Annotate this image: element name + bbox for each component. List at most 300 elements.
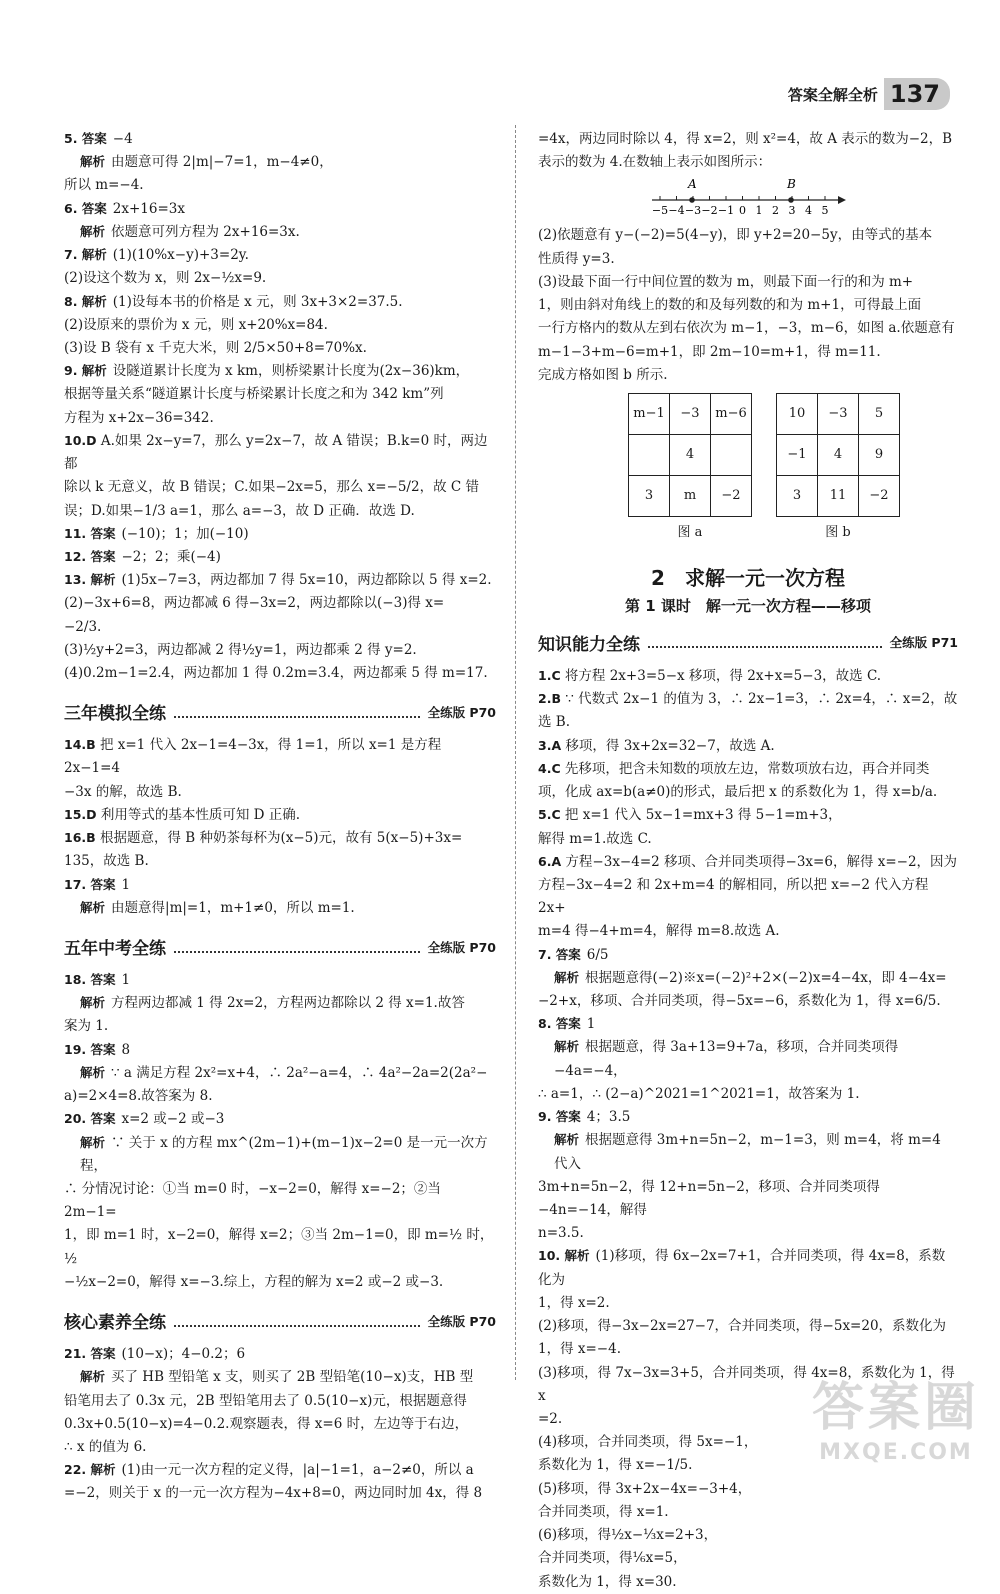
answer-line <box>538 1338 958 1361</box>
point-b <box>788 198 794 204</box>
question-number: 7. <box>64 247 78 263</box>
question-number: 10.D <box>64 432 97 448</box>
answer-line <box>538 1571 958 1594</box>
answer-text: 根据题意得 3m+n=5n−2，m−1=3，则 m=4，将 m=4 代入 <box>554 1132 941 1172</box>
question-number: 5. <box>64 131 78 146</box>
answer-text: 3m+n=5n−2，得 12+n=5n−2，移项、合并同类项得−4n=−14，解得 <box>538 1178 880 1218</box>
grid-cell: −2 <box>859 475 900 516</box>
answer-text: 8 <box>121 1041 131 1058</box>
question-number: 6.A <box>538 853 562 869</box>
answer-text: (1)(10%x−y)+3=2y. <box>112 247 249 264</box>
answer-text: 系数化为 1，得 x=30. <box>538 1573 677 1590</box>
answer-text: x=2 或−2 或−3 <box>121 1111 225 1128</box>
answer-line <box>64 546 496 569</box>
answer-line <box>64 662 496 685</box>
section-title: 知识能力全练 <box>538 634 640 655</box>
answer-text: 1，得 x=2. <box>538 1294 610 1311</box>
answer-line <box>64 1132 496 1178</box>
answer-text: (2)移项，得−3x−2x=27−7，合并同类项，得−5x=20，系数化为 <box>538 1318 947 1335</box>
page-number: 137 <box>884 78 950 110</box>
right-items-b <box>538 224 958 387</box>
answer-text: ∵ 代数式 2x−1 的值为 3，∴ 2x−1=3，∴ 2x=4，∴ x=2，故选 B. <box>538 691 958 731</box>
section-header-zhishi <box>538 630 958 655</box>
left-items-a <box>64 128 496 685</box>
answer-text: 由题意可得 2|m|−7=1，m−4≠0， <box>111 154 333 171</box>
answer-tag: 答案 <box>90 1346 116 1362</box>
section-ref: 全练版 P71 <box>889 635 958 651</box>
answer-text: ∴ x 的值为 6. <box>64 1438 147 1455</box>
number-line-tick-label: −1 <box>717 204 735 218</box>
watermark-logo: 答案圈 <box>811 1378 980 1438</box>
grid-cell: m <box>670 475 711 516</box>
point-a-label: A <box>688 178 697 192</box>
watermark <box>812 1365 980 1465</box>
answer-text: 系数化为 1，得 x=−1/5. <box>538 1457 693 1474</box>
question-number: 7. <box>538 946 552 962</box>
column-divider <box>515 125 516 1380</box>
answer-line <box>538 944 958 967</box>
answer-line <box>538 1245 958 1291</box>
answer-line <box>538 735 958 758</box>
section-leader-dots <box>648 636 882 648</box>
answer-line <box>64 1366 496 1389</box>
answer-text: =2. <box>538 1410 563 1427</box>
figure-caption: 图 b <box>825 524 851 540</box>
answer-text: 合并同类项，得⅙x=5， <box>538 1550 687 1567</box>
answer-line <box>64 804 496 827</box>
answer-line <box>538 1292 958 1315</box>
question-number: 13. <box>64 572 87 588</box>
answer-line <box>64 314 496 337</box>
answer-text: −2/3. <box>64 618 102 635</box>
answer-text: 方程−3x−4=2 移项、合并同类项得−3x=6，解得 x=−2，因为 <box>565 853 958 870</box>
answer-tag: 解析 <box>81 293 107 309</box>
left-items-c <box>64 969 496 1294</box>
grid-row <box>777 393 900 434</box>
question-number: 11. <box>64 525 87 541</box>
answer-tag: 解析 <box>554 1132 580 1148</box>
grid-cell: −2 <box>711 475 752 516</box>
answer-tag: 答案 <box>90 525 116 541</box>
answer-text: 方程两边都减 1 得 2x=2，方程两边都除以 2 得 x=1.故答 <box>111 995 465 1012</box>
answer-tag: 答案 <box>555 1016 581 1032</box>
grid-cell: 3 <box>629 475 670 516</box>
answer-text: (2)设原来的票价为 x 元，则 x+20%x=84. <box>64 316 328 333</box>
answer-text: ∵ a 满足方程 2x²=x+4，∴ 2a²−a=4，∴ 4a²−2a=2(2a²− <box>111 1064 488 1081</box>
answer-tag: 答案 <box>90 972 116 987</box>
answer-text: 移项，得 3x+2x=32−7，故选 A. <box>565 737 775 754</box>
answer-line <box>64 221 496 244</box>
answer-line <box>538 128 958 151</box>
answer-text: 由题意得|m|=1，m+1≠0，所以 m=1. <box>111 899 355 916</box>
answer-text: (2)依题意有 y−(−2)=5(4−y)，即 y+2=20−5y，由等式的基本 <box>538 227 933 244</box>
answer-text: 1 <box>121 972 131 988</box>
grid-cell: 5 <box>859 393 900 434</box>
chapter-title: 2 求解一元一次方程 <box>651 565 845 590</box>
answer-line <box>64 291 496 314</box>
answer-line <box>64 128 496 151</box>
answer-line <box>64 569 496 592</box>
question-number: 14.B <box>64 737 96 753</box>
answer-text: 2x+16=3x <box>112 200 185 217</box>
answer-text: −½x−2=0，解得 x=−3.综上，方程的解为 x=2 或−2 或−3. <box>64 1273 444 1290</box>
answer-text: (10−x)；4−0.2；6 <box>121 1346 246 1363</box>
answer-text: (2)−3x+6=8，两边都减 6 得−3x=2，两边都除以(−3)得 x= <box>64 595 445 612</box>
answer-text: (3)½y+2=3，两边都减 2 得½y=1，两边都乘 2 得 y=2. <box>64 641 417 658</box>
figure-b <box>776 393 900 540</box>
answer-tag: 解析 <box>80 1064 106 1080</box>
grid-row <box>629 475 752 516</box>
question-number: 5.C <box>538 807 561 823</box>
answer-line <box>64 827 496 850</box>
answer-text: 1，得 x=−4. <box>538 1341 621 1358</box>
question-number: 10. <box>538 1248 561 1264</box>
number-line-tick-label: 5 <box>821 204 829 218</box>
grid-row <box>629 434 752 475</box>
answer-line <box>64 781 496 804</box>
answer-text: =−2，则关于 x 的一元一次方程为−4x+8=0，两边同时加 4x，得 8 <box>64 1485 483 1502</box>
answer-line <box>64 174 496 197</box>
answer-text: (1)由一元一次方程的定义得，|a|−1=1，a−2≠0，所以 a <box>121 1462 474 1479</box>
section-leader-dots <box>174 706 420 718</box>
answer-line <box>538 1013 958 1036</box>
answer-text: 根据等量关系“隧道累计长度与桥梁累计长度之和为 342 km”列 <box>64 386 444 403</box>
answer-text: (3)设最下面一行中间位置的数为 m，则最下面一行的和为 m+ <box>538 273 914 290</box>
answer-tag: 解析 <box>80 1134 106 1150</box>
answer-tag: 答案 <box>90 1111 116 1127</box>
answer-line <box>64 1271 496 1294</box>
answer-line <box>64 1436 496 1459</box>
number-line-tick-label: 0 <box>739 204 746 218</box>
answer-text: 除以 k 无意义，故 B 错误；C.如果−2x=5，那么 x=−5/2，故 C 错 <box>64 479 479 496</box>
number-line-tick-label: 2 <box>772 204 779 218</box>
answer-text: A.如果 2x−y=7，那么 y=2x−7，故 A 错误；B.k=0 时，两边都 <box>64 432 488 473</box>
answer-line <box>64 639 496 662</box>
answer-text: 误；D.如果−1/3 a=1，那么 a=−3，故 D 正确．故选 D. <box>64 502 415 519</box>
question-number: 12. <box>64 548 87 564</box>
answer-text: (1)移项，得 6x−2x=7+1，合并同类项，得 4x=8，系数化为 <box>538 1248 946 1288</box>
answer-line <box>64 1108 496 1131</box>
question-number: 9. <box>64 363 78 379</box>
answer-tag: 答案 <box>81 200 107 216</box>
answer-line <box>64 897 496 920</box>
answer-text: 1，即 m=1 时，x−2=0，解得 x=2；③当 2m−1=0，即 m=½ 时，½ <box>64 1227 494 1267</box>
answer-text: 项，化成 ax=b(a≠0)的形式，最后把 x 的系数化为 1，得 x=b/a. <box>538 784 938 801</box>
answer-tag: 解析 <box>554 1039 580 1055</box>
answer-line <box>538 1524 958 1547</box>
number-line <box>648 178 958 222</box>
answer-text: 完成方格如图 b 所示. <box>538 366 668 383</box>
answer-text: 根据题意得(−2)※x=(−2)²+2×(−2)x=4−4x，即 4−4x= <box>585 969 947 986</box>
grid-cell: m−1 <box>629 393 670 434</box>
number-line-graphic <box>648 178 848 218</box>
answer-line <box>538 364 958 387</box>
answer-tag: 解析 <box>80 899 106 915</box>
answer-text: (4)移项，合并同类项，得 5x=−1， <box>538 1434 758 1451</box>
magic-square-figures <box>628 393 958 540</box>
answer-text: 依题意可列方程为 2x+16=3x. <box>111 223 300 240</box>
grid-cell: 10 <box>777 393 818 434</box>
page-header <box>788 78 950 110</box>
answer-text: 所以 m=−4. <box>64 177 144 194</box>
answer-line <box>538 851 958 874</box>
answer-tag: 解析 <box>80 154 106 170</box>
answer-line <box>64 476 496 499</box>
answer-line <box>64 1015 496 1038</box>
answer-line <box>538 990 958 1013</box>
answer-text: (3)移项，得 7x−3x=3+5，合并同类项，得 4x=8，系数化为 1，得 x <box>538 1364 955 1404</box>
header-title: 答案全解全析 <box>787 85 878 104</box>
answer-line <box>538 874 958 920</box>
question-number: 19. <box>64 1041 87 1057</box>
answer-text: 表示的数为 4.在数轴上表示如图所示： <box>538 154 772 171</box>
figure-a <box>628 393 752 540</box>
answer-text: 解得 m=1.故选 C. <box>538 830 652 847</box>
grid-cell <box>711 434 752 475</box>
answer-text: (4)0.2m−1=2.4，两边都加 1 得 0.2m=3.4，两边都乘 5 得 m=17. <box>64 665 488 682</box>
number-line-tick-label: −5 <box>651 204 669 218</box>
answer-text: 根据题意，得 B 种奶茶每杯为(x−5)元，故有 5(x−5)+3x= <box>99 830 463 847</box>
answer-line <box>64 430 496 476</box>
answer-line <box>64 1224 496 1270</box>
question-number: 21. <box>64 1346 87 1362</box>
section-ref: 全练版 P70 <box>427 704 496 720</box>
section-leader-dots <box>174 1315 420 1327</box>
answer-text: m=4 得−4+m=4，解得 m=8.故选 A. <box>538 923 780 940</box>
question-number: 3.A <box>538 737 562 753</box>
figure-caption: 图 a <box>677 524 703 540</box>
answer-line <box>538 248 958 271</box>
answer-text: 4；3.5 <box>586 1109 631 1126</box>
answer-line <box>64 337 496 360</box>
question-number: 1.C <box>538 667 561 683</box>
answer-line <box>64 523 496 546</box>
answer-text: 一行方格内的数从左到右依次为 m−1，−3，m−6，如图 a.依题意有 <box>538 320 955 337</box>
answer-text: 先移项，把含未知数的项放左边，常数项放右边，再合并同类 <box>564 760 930 777</box>
answer-line <box>538 224 958 247</box>
question-number: 8. <box>538 1016 552 1032</box>
section-header-wunian <box>64 934 496 959</box>
answer-line <box>538 828 958 851</box>
answer-text: 铅笔用去了 0.3x 元，2B 型铅笔用去了 0.5(10−x)元，根据题意得 <box>64 1392 467 1409</box>
answer-text: 1，则由斜对角线上的数的和及每列数的和为 m+1，可得最上面 <box>538 297 922 314</box>
answer-line <box>538 1478 958 1501</box>
question-number: 6. <box>64 200 78 216</box>
answer-tag: 解析 <box>90 1462 116 1478</box>
answer-tag: 解析 <box>80 995 106 1011</box>
answer-line <box>538 665 958 688</box>
answer-tag: 答案 <box>555 1109 581 1125</box>
grid-cell: 11 <box>818 475 859 516</box>
answer-line <box>538 804 958 827</box>
grid-cell: 4 <box>818 434 859 475</box>
answer-line <box>64 734 496 780</box>
answer-text: ∴ a=1，∴ (2−a)^2021=1^2021=1，故答案为 1. <box>538 1085 860 1102</box>
answer-tag: 解析 <box>564 1248 590 1264</box>
answer-line <box>538 1036 958 1082</box>
left-items-b <box>64 734 496 920</box>
answer-line <box>64 1085 496 1108</box>
answer-line <box>64 1482 496 1505</box>
answer-tag: 解析 <box>80 1369 106 1385</box>
section-title: 核心素养全练 <box>64 1313 166 1334</box>
left-column <box>64 128 496 1506</box>
answer-line <box>64 1062 496 1085</box>
answer-line <box>64 592 496 615</box>
answer-text: (1)5x−7=3，两边都加 7 得 5x=10，两边都除以 5 得 x=2. <box>121 572 492 589</box>
answer-text: (3)设 B 袋有 x 千克大米，则 2/5×50+8=70%x. <box>64 339 367 356</box>
answer-text: (2)设这个数为 x，则 2x−½x=9. <box>64 270 267 287</box>
left-items-d <box>64 1343 496 1506</box>
answer-tag: 解析 <box>81 363 107 379</box>
answer-line <box>64 198 496 221</box>
answer-line <box>538 317 958 340</box>
answer-line <box>538 1315 958 1338</box>
answer-line <box>64 1390 496 1413</box>
number-line-tick-label: 4 <box>805 204 812 218</box>
answer-text: 1 <box>121 876 131 893</box>
question-number: 17. <box>64 876 87 892</box>
answer-line <box>64 616 496 639</box>
answer-line <box>538 151 958 174</box>
answer-line <box>538 1129 958 1175</box>
answer-tag: 解析 <box>81 247 107 263</box>
answer-tag: 答案 <box>90 1041 116 1057</box>
section-ref: 全练版 P70 <box>427 1313 496 1329</box>
question-number: 16.B <box>64 830 96 846</box>
answer-line <box>64 1343 496 1366</box>
answer-line <box>538 341 958 364</box>
answer-text: 案为 1. <box>64 1018 109 1035</box>
answer-line <box>538 758 958 781</box>
answer-line <box>538 1083 958 1106</box>
question-number: 20. <box>64 1111 87 1127</box>
answer-line <box>538 688 958 734</box>
answer-line <box>64 360 496 383</box>
answer-text: 设隧道累计长度为 x km，则桥梁累计长度为(2x−36)km， <box>112 363 470 380</box>
grid-cell: 4 <box>670 434 711 475</box>
answer-text: =4x，两边同时除以 4，得 x=2，则 x²=4，故 A 表示的数为−2，B <box>538 131 953 147</box>
answer-line <box>538 1547 958 1570</box>
section-leader-dots <box>174 941 420 953</box>
answer-text: 1 <box>586 1016 596 1033</box>
number-line-tick-label: 3 <box>788 204 796 218</box>
grid-cell: −3 <box>670 393 711 434</box>
section-header-sannian <box>64 699 496 724</box>
answer-text: 6/5 <box>586 946 609 963</box>
answer-line <box>538 271 958 294</box>
grid-cell: −1 <box>777 434 818 475</box>
section-ref: 全练版 P70 <box>427 939 496 955</box>
answer-text: ∵ 关于 x 的方程 mx^(2m−1)+(m−1)x−2=0 是一元一次方程， <box>80 1134 488 1174</box>
grid-cell: 3 <box>777 475 818 516</box>
answer-line <box>538 781 958 804</box>
question-number: 9. <box>538 1109 552 1125</box>
answer-text: 把 x=1 代入 5x−1=mx+3 得 5−1=m+3， <box>564 807 842 824</box>
number-line-tick-label: 1 <box>755 204 763 218</box>
answer-text: (1)设每本书的价格是 x 元，则 3x+3×2=37.5. <box>112 293 403 310</box>
answer-line <box>538 1222 958 1245</box>
answer-text: 合并同类项，得 x=1. <box>538 1503 669 1520</box>
answer-text: 根据题意，得 3a+13=9+7a，移项，合并同类项得−4a=−4， <box>554 1039 899 1079</box>
answer-line <box>64 992 496 1015</box>
number-line-tick-label: −4 <box>668 204 685 218</box>
answer-text: 方程为 x+2x−36=342. <box>64 409 214 426</box>
question-number: 4.C <box>538 760 561 776</box>
section-header-hexin <box>64 1308 496 1333</box>
answer-line <box>64 1178 496 1224</box>
section-title: 五年中考全练 <box>64 939 166 959</box>
answer-text: n=3.5. <box>538 1225 584 1242</box>
grid-cell: 9 <box>859 434 900 475</box>
grid-row <box>629 393 752 434</box>
answer-line <box>64 267 496 290</box>
answer-text: (−10)；1；加(−10) <box>121 525 249 542</box>
answer-text: (6)移项，得½x−⅓x=2+3， <box>538 1527 718 1544</box>
answer-tag: 答案 <box>81 131 107 146</box>
answer-line <box>538 294 958 317</box>
answer-line <box>64 1413 496 1436</box>
answer-text: 135，故选 B. <box>64 853 149 870</box>
grid-row <box>777 475 900 516</box>
answer-line <box>64 500 496 523</box>
answer-tag: 答案 <box>90 876 116 892</box>
answer-line <box>64 244 496 267</box>
answer-tag: 答案 <box>555 946 581 962</box>
grid-a <box>628 393 752 517</box>
answer-text: 买了 HB 型铅笔 x 支，则买了 2B 型铅笔(10−x)支，HB 型 <box>111 1369 474 1386</box>
answer-line <box>64 969 496 992</box>
answer-text: 性质得 y=3. <box>538 250 615 267</box>
question-number: 15.D <box>64 806 97 822</box>
question-number: 2.B <box>538 691 561 707</box>
answer-text: 方程−3x−4=2 和 2x+m=4 的解相同，所以把 x=−2 代入方程 2x+ <box>538 876 929 917</box>
answer-line <box>64 383 496 406</box>
answer-line <box>538 1106 958 1129</box>
question-number: 8. <box>64 293 78 309</box>
section-title: 三年模拟全练 <box>64 704 166 725</box>
answer-text: −3x 的解，故选 B. <box>64 783 182 800</box>
answer-text: 0.3x+0.5(10−x)=4−0.2.观察题表，得 x=6 时，左边等于右边， <box>64 1415 469 1432</box>
answer-text: m−1−3+m−6=m+1，即 2m−10=m+1，得 m=11. <box>538 343 881 360</box>
answer-text: (5)移项，得 3x+2x−4x=−3+4， <box>538 1480 752 1497</box>
number-line-tick-label: −3 <box>684 204 702 218</box>
grid-b <box>776 393 900 517</box>
answer-text: 利用等式的基本性质可知 D 正确. <box>100 806 301 823</box>
number-line-tick-label: −2 <box>701 204 718 218</box>
answer-line <box>64 1039 496 1062</box>
answer-text: 把 x=1 代入 2x−1=4−3x，得 1=1，所以 x=1 是方程 2x−1=4 <box>64 737 442 777</box>
answer-line <box>538 1501 958 1524</box>
answer-tag: 解析 <box>90 572 116 588</box>
answer-tag: 解析 <box>80 223 106 239</box>
answer-line <box>538 1176 958 1222</box>
grid-cell: m−6 <box>711 393 752 434</box>
point-b-label: B <box>787 178 796 192</box>
answer-line <box>64 407 496 430</box>
point-a <box>689 198 695 204</box>
answer-line <box>538 920 958 943</box>
answer-line <box>64 151 496 174</box>
answer-line <box>64 850 496 873</box>
lesson-title: 第 1 课时 解一元一次方程——移项 <box>625 596 871 615</box>
question-number: 18. <box>64 972 87 987</box>
answer-line <box>64 874 496 897</box>
answer-text: −2+x，移项、合并同类项，得−5x=−6，系数化为 1，得 x=6/5. <box>538 993 941 1010</box>
answer-text: 将方程 2x+3=5−x 移项，得 2x+x=5−3，故选 C. <box>564 667 882 684</box>
answer-tag: 答案 <box>90 548 116 564</box>
answer-line <box>538 967 958 990</box>
